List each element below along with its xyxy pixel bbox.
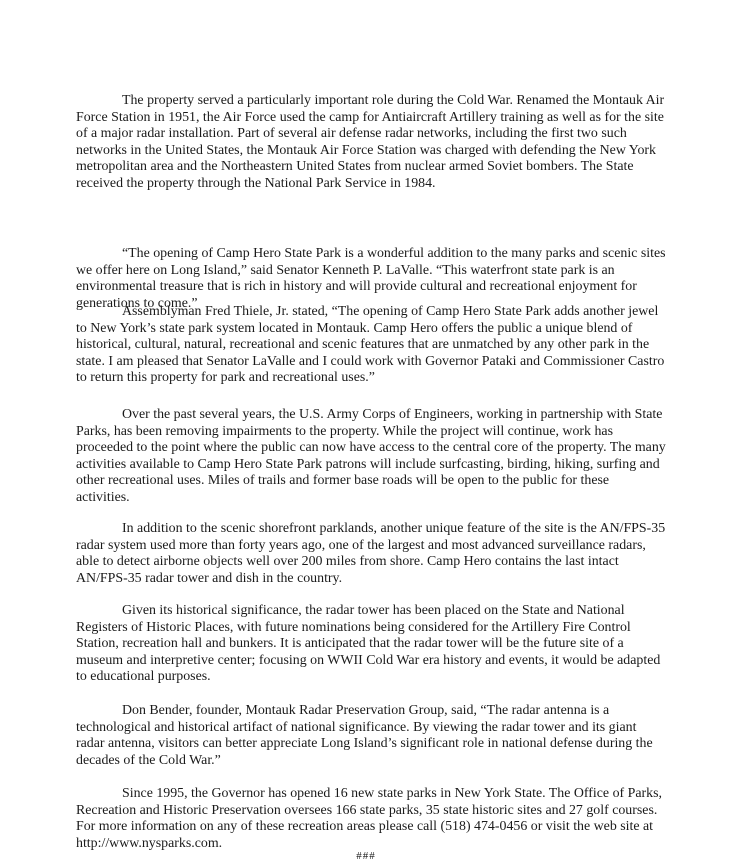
- end-of-release-mark: ###: [356, 850, 376, 862]
- paragraph-assemblyman-thiele-quote: Assemblyman Fred Thiele, Jr. stated, “The opening of Camp Hero State Park adds another jewel to New York’s state park system located in Montauk. Camp Hero offers the public a unique blend of historical, cultural, natural, recreational and scenic features that are unmatched by any other park in the state. I am pleased that Senator LaValle and I could work with Governor Pataki and Commissioner Castro to return this property for park and recreational uses.”: [76, 304, 665, 386]
- paragraph-don-bender-quote: Don Bender, founder, Montauk Radar Preservation Group, said, “The radar antenna is a technological and historical artifact of national significance. By viewing the radar tower and its giant radar antenna, visitors can better appreciate Long Island’s significant role in national defense during the decades of the Cold War.”: [76, 703, 653, 768]
- paragraph-state-parks-info: Since 1995, the Governor has opened 16 new state parks in New York State. The Office of Parks, Recreation and Historic Preservation oversees 166 state parks, 35 state historic sites and 27 golf courses. For more information on any of these recreation areas please call (518) 474-0456 or visit the web site at http://www.nysparks.com.: [76, 786, 662, 851]
- paragraph-radar-system: In addition to the scenic shorefront parklands, another unique feature of the site is the AN/FPS-35 radar system used more than forty years ago, one of the largest and most advanced surveillance radars, able to detect airborne objects well over 200 miles from shore. Camp Hero contains the last intact AN/FPS-35 radar tower and dish in the country.: [76, 521, 666, 586]
- paragraph-army-corps-work: Over the past several years, the U.S. Army Corps of Engineers, working in partnership with State Parks, has been removing impairments to the property. While the project will continue, work has proceeded to the point where the public can now have access to the central core of the property. The many activities available to Camp Hero State Park patrons will include surfcasting, birding, hiking, surfing and other recreational uses. Miles of trails and former base roads will be open to the public for these activities.: [76, 407, 666, 505]
- paragraph-cold-war-history: The property served a particularly important role during the Cold War. Renamed the Montauk Air Force Station in 1951, the Air Force used the camp for Antiaircraft Artillery training as well as for the site of a major radar installation. Part of several air defense radar networks, including the first two such networks in the United States, the Montauk Air Force Station was charged with defending the New York metropolitan area and the Northeastern United States from nuclear armed Soviet bombers. The State received the property through the National Park Service in 1984.: [76, 93, 665, 191]
- paragraph-senator-lavalle-quote: “The opening of Camp Hero State Park is a wonderful addition to the many parks and scenic sites we offer here on Long Island,” said Senator Kenneth P. LaValle. “This waterfront state park is an environmental treasure that is rich in history and will provide cultural and recreational enjoyment for generations to come.”: [76, 246, 666, 311]
- paragraph-historic-registers: Given its historical significance, the radar tower has been placed on the State and National Registers of Historic Places, with future nominations being considered for the Artillery Fire Control Station, recreation hall and bunkers. It is anticipated that the radar tower will be the future site of a museum and interpretive center; focusing on WWII Cold War era history and events, it would be adapted to educational purposes.: [76, 603, 661, 685]
